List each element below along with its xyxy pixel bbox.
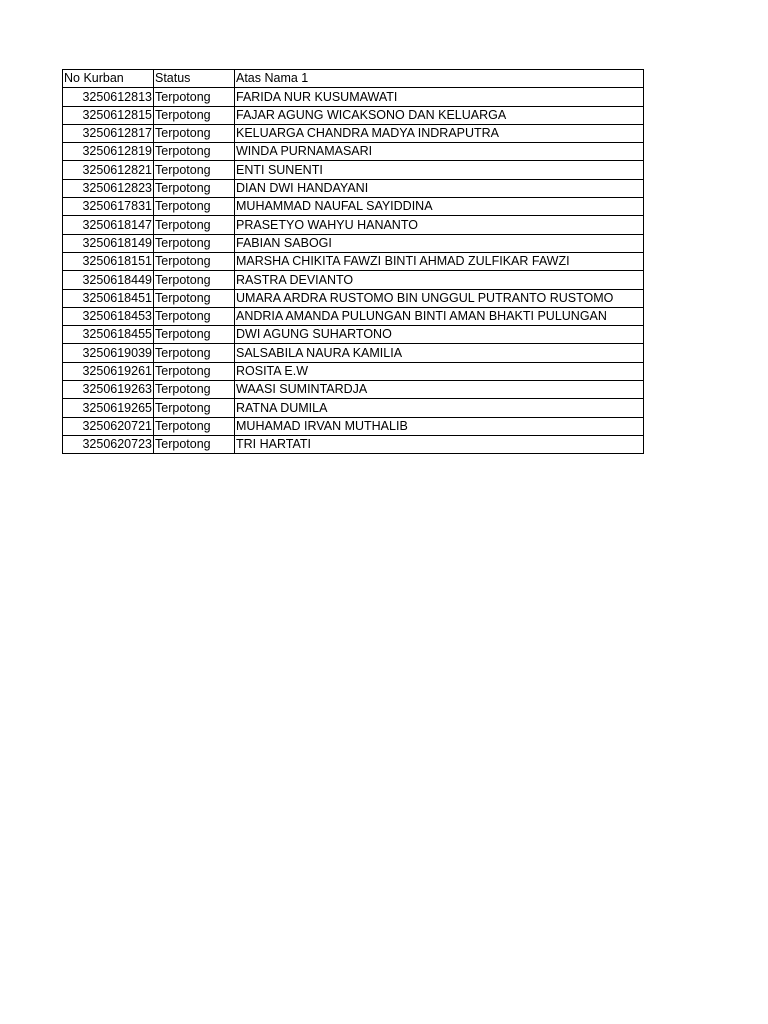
cell-no-kurban: 3250618451	[63, 289, 154, 307]
table-row	[63, 216, 644, 234]
cell-atas-nama: DIAN DWI HANDAYANI	[235, 179, 644, 197]
table-row	[63, 234, 644, 252]
cell-status: Terpotong	[154, 271, 235, 289]
cell-status: Terpotong	[154, 381, 235, 399]
cell-atas-nama: UMARA ARDRA RUSTOMO BIN UNGGUL PUTRANTO RUSTOMO	[235, 289, 644, 307]
cell-atas-nama: MARSHA CHIKITA FAWZI BINTI AHMAD ZULFIKAR FAWZI	[235, 252, 644, 270]
cell-no-kurban: 3250612815	[63, 106, 154, 124]
cell-no-kurban: 3250619265	[63, 399, 154, 417]
table-row	[63, 271, 644, 289]
cell-no-kurban: 3250618449	[63, 271, 154, 289]
cell-status: Terpotong	[154, 289, 235, 307]
table-row	[63, 198, 644, 216]
cell-atas-nama: SALSABILA NAURA KAMILIA	[235, 344, 644, 362]
cell-no-kurban: 3250618147	[63, 216, 154, 234]
table-row	[63, 435, 644, 453]
header-no-kurban: No Kurban	[63, 70, 154, 88]
cell-status: Terpotong	[154, 143, 235, 161]
cell-no-kurban: 3250620721	[63, 417, 154, 435]
cell-no-kurban: 3250612813	[63, 88, 154, 106]
cell-status: Terpotong	[154, 161, 235, 179]
cell-atas-nama: RATNA DUMILA	[235, 399, 644, 417]
cell-status: Terpotong	[154, 344, 235, 362]
cell-no-kurban: 3250618453	[63, 307, 154, 325]
cell-atas-nama: DWI AGUNG SUHARTONO	[235, 326, 644, 344]
cell-status: Terpotong	[154, 399, 235, 417]
cell-status: Terpotong	[154, 179, 235, 197]
cell-status: Terpotong	[154, 124, 235, 142]
cell-no-kurban: 3250617831	[63, 198, 154, 216]
cell-status: Terpotong	[154, 435, 235, 453]
cell-atas-nama: ANDRIA AMANDA PULUNGAN BINTI AMAN BHAKTI PULUNGAN	[235, 307, 644, 325]
cell-no-kurban: 3250619263	[63, 381, 154, 399]
cell-atas-nama: WINDA PURNAMASARI	[235, 143, 644, 161]
cell-status: Terpotong	[154, 417, 235, 435]
cell-atas-nama: WAASI SUMINTARDJA	[235, 381, 644, 399]
cell-no-kurban: 3250618455	[63, 326, 154, 344]
table-row	[63, 161, 644, 179]
cell-no-kurban: 3250612823	[63, 179, 154, 197]
cell-atas-nama: KELUARGA CHANDRA MADYA INDRAPUTRA	[235, 124, 644, 142]
cell-atas-nama: FABIAN SABOGI	[235, 234, 644, 252]
table-row	[63, 362, 644, 380]
cell-no-kurban: 3250619261	[63, 362, 154, 380]
table-row	[63, 326, 644, 344]
cell-status: Terpotong	[154, 252, 235, 270]
table-body	[63, 88, 644, 454]
table-header-row	[63, 70, 644, 88]
cell-status: Terpotong	[154, 362, 235, 380]
cell-atas-nama: TRI HARTATI	[235, 435, 644, 453]
cell-atas-nama: PRASETYO WAHYU HANANTO	[235, 216, 644, 234]
cell-atas-nama: MUHAMAD IRVAN MUTHALIB	[235, 417, 644, 435]
cell-no-kurban: 3250618151	[63, 252, 154, 270]
cell-status: Terpotong	[154, 216, 235, 234]
cell-no-kurban: 3250618149	[63, 234, 154, 252]
table-row	[63, 344, 644, 362]
cell-atas-nama: ROSITA E.W	[235, 362, 644, 380]
table-row	[63, 381, 644, 399]
cell-atas-nama: FARIDA NUR KUSUMAWATI	[235, 88, 644, 106]
table-row	[63, 124, 644, 142]
cell-atas-nama: ENTI SUNENTI	[235, 161, 644, 179]
cell-atas-nama: FAJAR AGUNG WICAKSONO DAN KELUARGA	[235, 106, 644, 124]
cell-no-kurban: 3250612821	[63, 161, 154, 179]
table-row	[63, 399, 644, 417]
cell-status: Terpotong	[154, 106, 235, 124]
table-row	[63, 307, 644, 325]
cell-no-kurban: 3250620723	[63, 435, 154, 453]
table-row	[63, 289, 644, 307]
cell-atas-nama: MUHAMMAD NAUFAL SAYIDDINA	[235, 198, 644, 216]
table-row	[63, 179, 644, 197]
cell-status: Terpotong	[154, 307, 235, 325]
cell-no-kurban: 3250612819	[63, 143, 154, 161]
kurban-table	[62, 69, 644, 454]
table-row	[63, 252, 644, 270]
header-status: Status	[154, 70, 235, 88]
table-row	[63, 417, 644, 435]
cell-status: Terpotong	[154, 326, 235, 344]
cell-no-kurban: 3250612817	[63, 124, 154, 142]
cell-no-kurban: 3250619039	[63, 344, 154, 362]
table-row	[63, 88, 644, 106]
cell-status: Terpotong	[154, 88, 235, 106]
header-atas-nama: Atas Nama 1	[235, 70, 644, 88]
cell-atas-nama: RASTRA DEVIANTO	[235, 271, 644, 289]
table-row	[63, 106, 644, 124]
cell-status: Terpotong	[154, 234, 235, 252]
table-row	[63, 143, 644, 161]
cell-status: Terpotong	[154, 198, 235, 216]
